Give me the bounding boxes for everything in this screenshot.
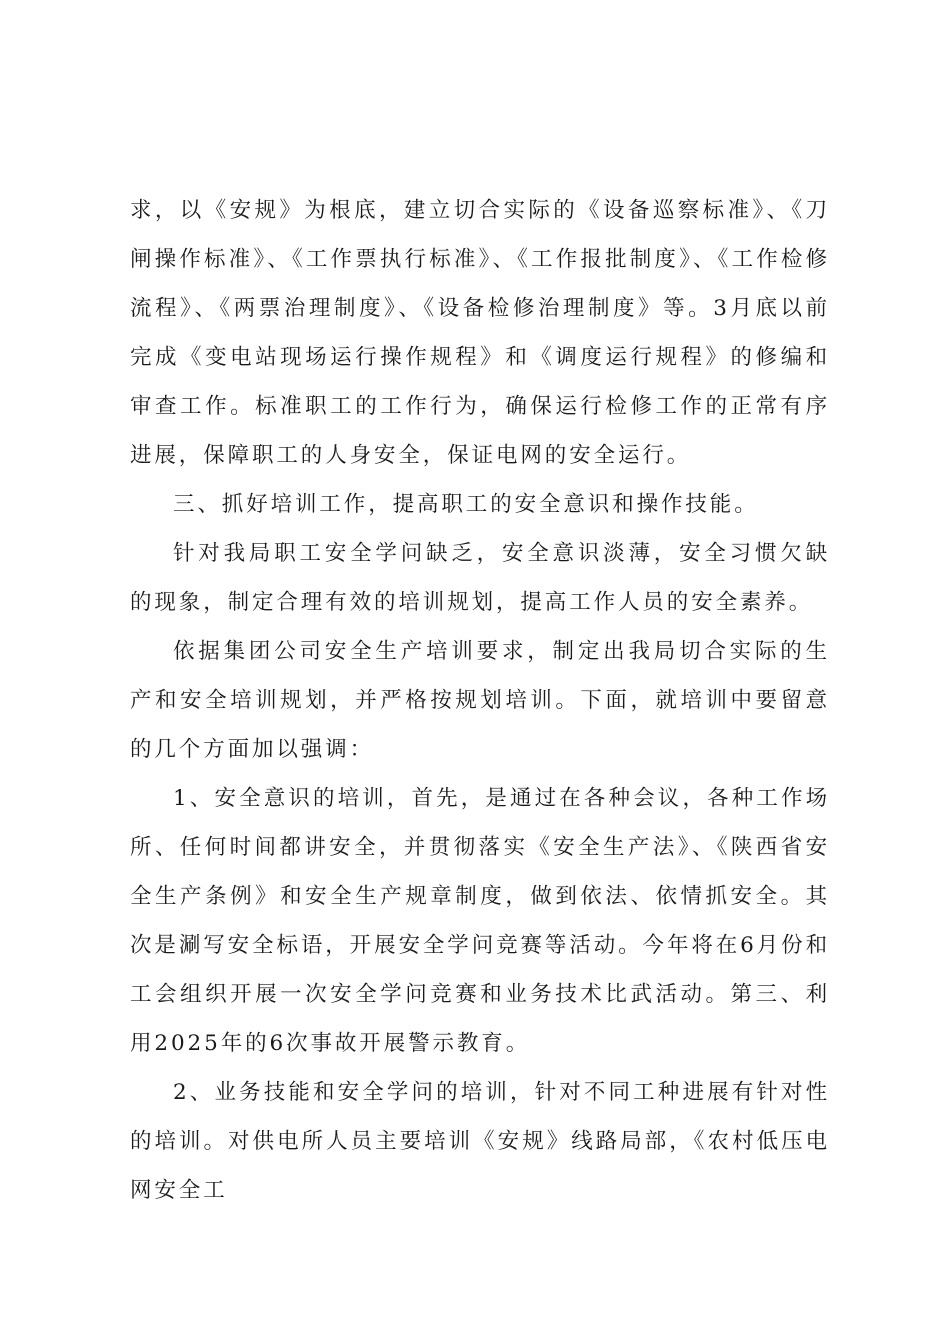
paragraph-1: 求，以《安规》为根底，建立切合实际的《设备巡察标准》、《刀闸操作标准》、《工作票执行标准》、《工作报批制度》、《工作检修流程》、《两票治理制度》、《设备检修治理制度》等。3月底以前完成《变电站现场运行操作规程》和《调度运行规程》的修编和审查工作。标准职工的工作行为，确保运行检修工作的正常有序进展，保障职工的人身安全，保证电网的安全运行。 (130, 198, 830, 468)
document-page (130, 186, 830, 1215)
paragraph-3: 针对我局职工安全学问缺乏，安全意识淡薄，安全习惯欠缺的现象，制定合理有效的培训规划，提高工作人员的安全素养。 (130, 541, 830, 615)
paragraph-6: 2、业务技能和安全学问的培训，针对不同工种进展有针对性的培训。对供电所人员主要培训《安规》线路局部，《农村低压电网安全工 (130, 1080, 830, 1203)
paragraph-4: 依据集团公司安全生产培训要求，制定出我局切合实际的生产和安全培训规划，并严格按规划培训。下面，就培训中要留意的几个方面加以强调： (130, 639, 830, 762)
paragraph-2-heading: 三、抓好培训工作，提高职工的安全意识和操作技能。 (173, 492, 759, 517)
paragraph-5: 1、安全意识的培训，首先，是通过在各种会议，各种工作场所、任何时间都讲安全，并贯彻落实《安全生产法》、《陕西省安全生产条例》和安全生产规章制度，做到依法、依情抓安全。其次是涮写安全标语，开展安全学问竞赛等活动。今年将在6月份和工会组织开展一次安全学问竞赛和业务技术比武活动。第三、利用2025年的6次事故开展警示教育。 (130, 786, 830, 1056)
